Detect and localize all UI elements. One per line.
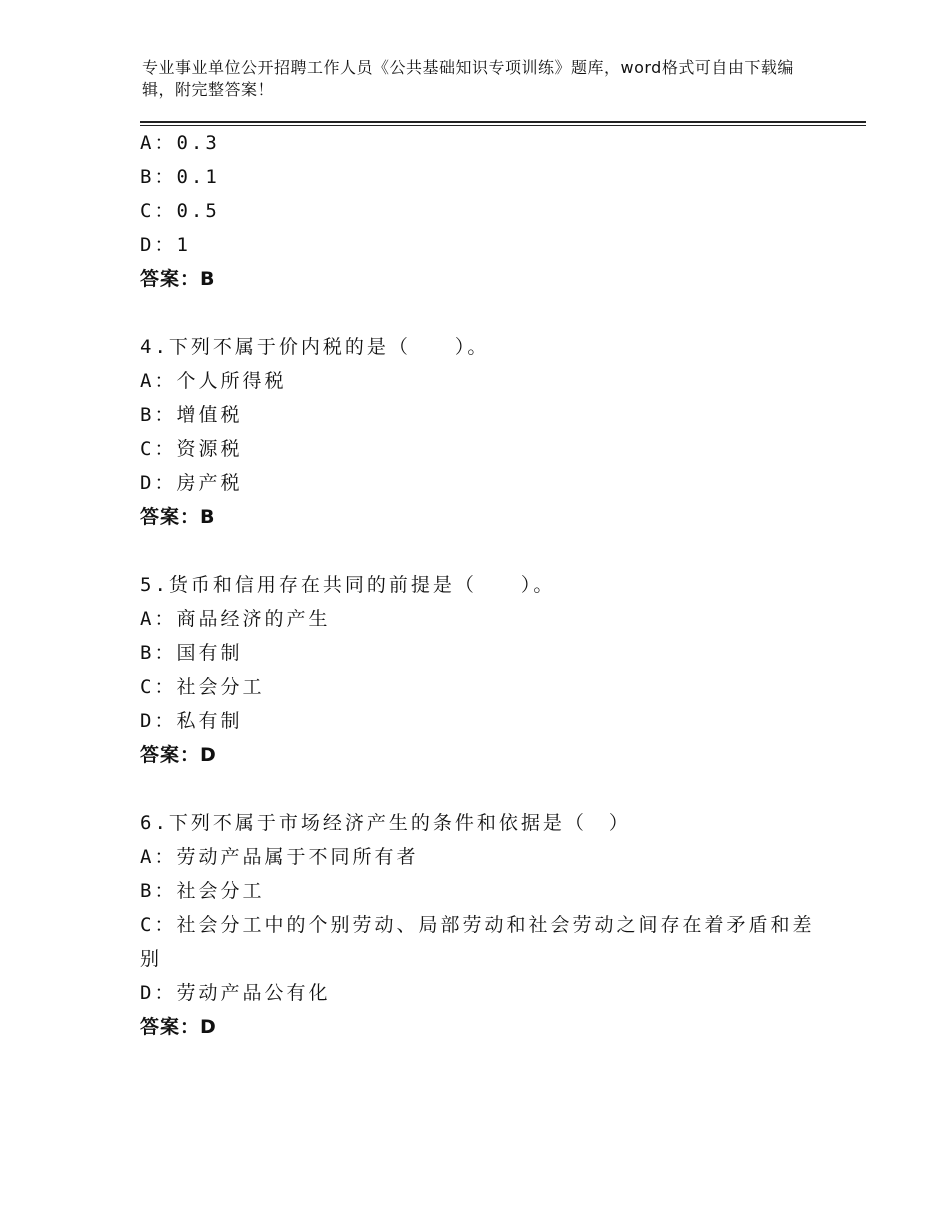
question-5-block bbox=[140, 568, 820, 772]
option-d: D：房产税 bbox=[140, 472, 243, 494]
header-rule-thick bbox=[140, 121, 866, 123]
option-b: B：国有制 bbox=[140, 642, 243, 664]
option-a: A：个人所得税 bbox=[140, 370, 287, 392]
question-4-block bbox=[140, 330, 820, 534]
question-list bbox=[140, 126, 820, 1044]
option-b: B：社会分工 bbox=[140, 880, 265, 902]
question-text: 6.下列不属于市场经济产生的条件和依据是（ ） bbox=[140, 812, 631, 834]
option-c: C：社会分工中的个别劳动、局部劳动和社会劳动之间存在着矛盾和差别 bbox=[140, 914, 815, 970]
option-d: D：劳动产品公有化 bbox=[140, 982, 331, 1004]
option-a: A：商品经济的产生 bbox=[140, 608, 331, 630]
spacer bbox=[140, 772, 820, 806]
answer: 答案：D bbox=[140, 1016, 217, 1038]
answer: 答案：D bbox=[140, 744, 217, 766]
document-header: 专业事业单位公开招聘工作人员《公共基础知识专项训练》题库，word格式可自由下载编辑，附完整答案！ bbox=[142, 58, 794, 99]
option-b: B：增值税 bbox=[140, 404, 243, 426]
option-a: A：劳动产品属于不同所有者 bbox=[140, 846, 419, 868]
option-c: C：社会分工 bbox=[140, 676, 265, 698]
spacer bbox=[140, 534, 820, 568]
question-text: 5.货币和信用存在共同的前提是（ ）。 bbox=[140, 574, 556, 596]
option-a: A：0.3 bbox=[140, 132, 220, 154]
option-d: D：私有制 bbox=[140, 710, 243, 732]
option-b: B：0.1 bbox=[140, 166, 220, 188]
spacer bbox=[140, 296, 820, 330]
option-c: C：资源税 bbox=[140, 438, 243, 460]
question-3-block bbox=[140, 126, 820, 296]
question-6-block bbox=[140, 806, 820, 1044]
option-d: D：1 bbox=[140, 234, 191, 256]
option-c: C：0.5 bbox=[140, 200, 220, 222]
answer: 答案：B bbox=[140, 506, 216, 528]
answer: 答案：B bbox=[140, 268, 216, 290]
question-text: 4.下列不属于价内税的是（ ）。 bbox=[140, 336, 490, 358]
